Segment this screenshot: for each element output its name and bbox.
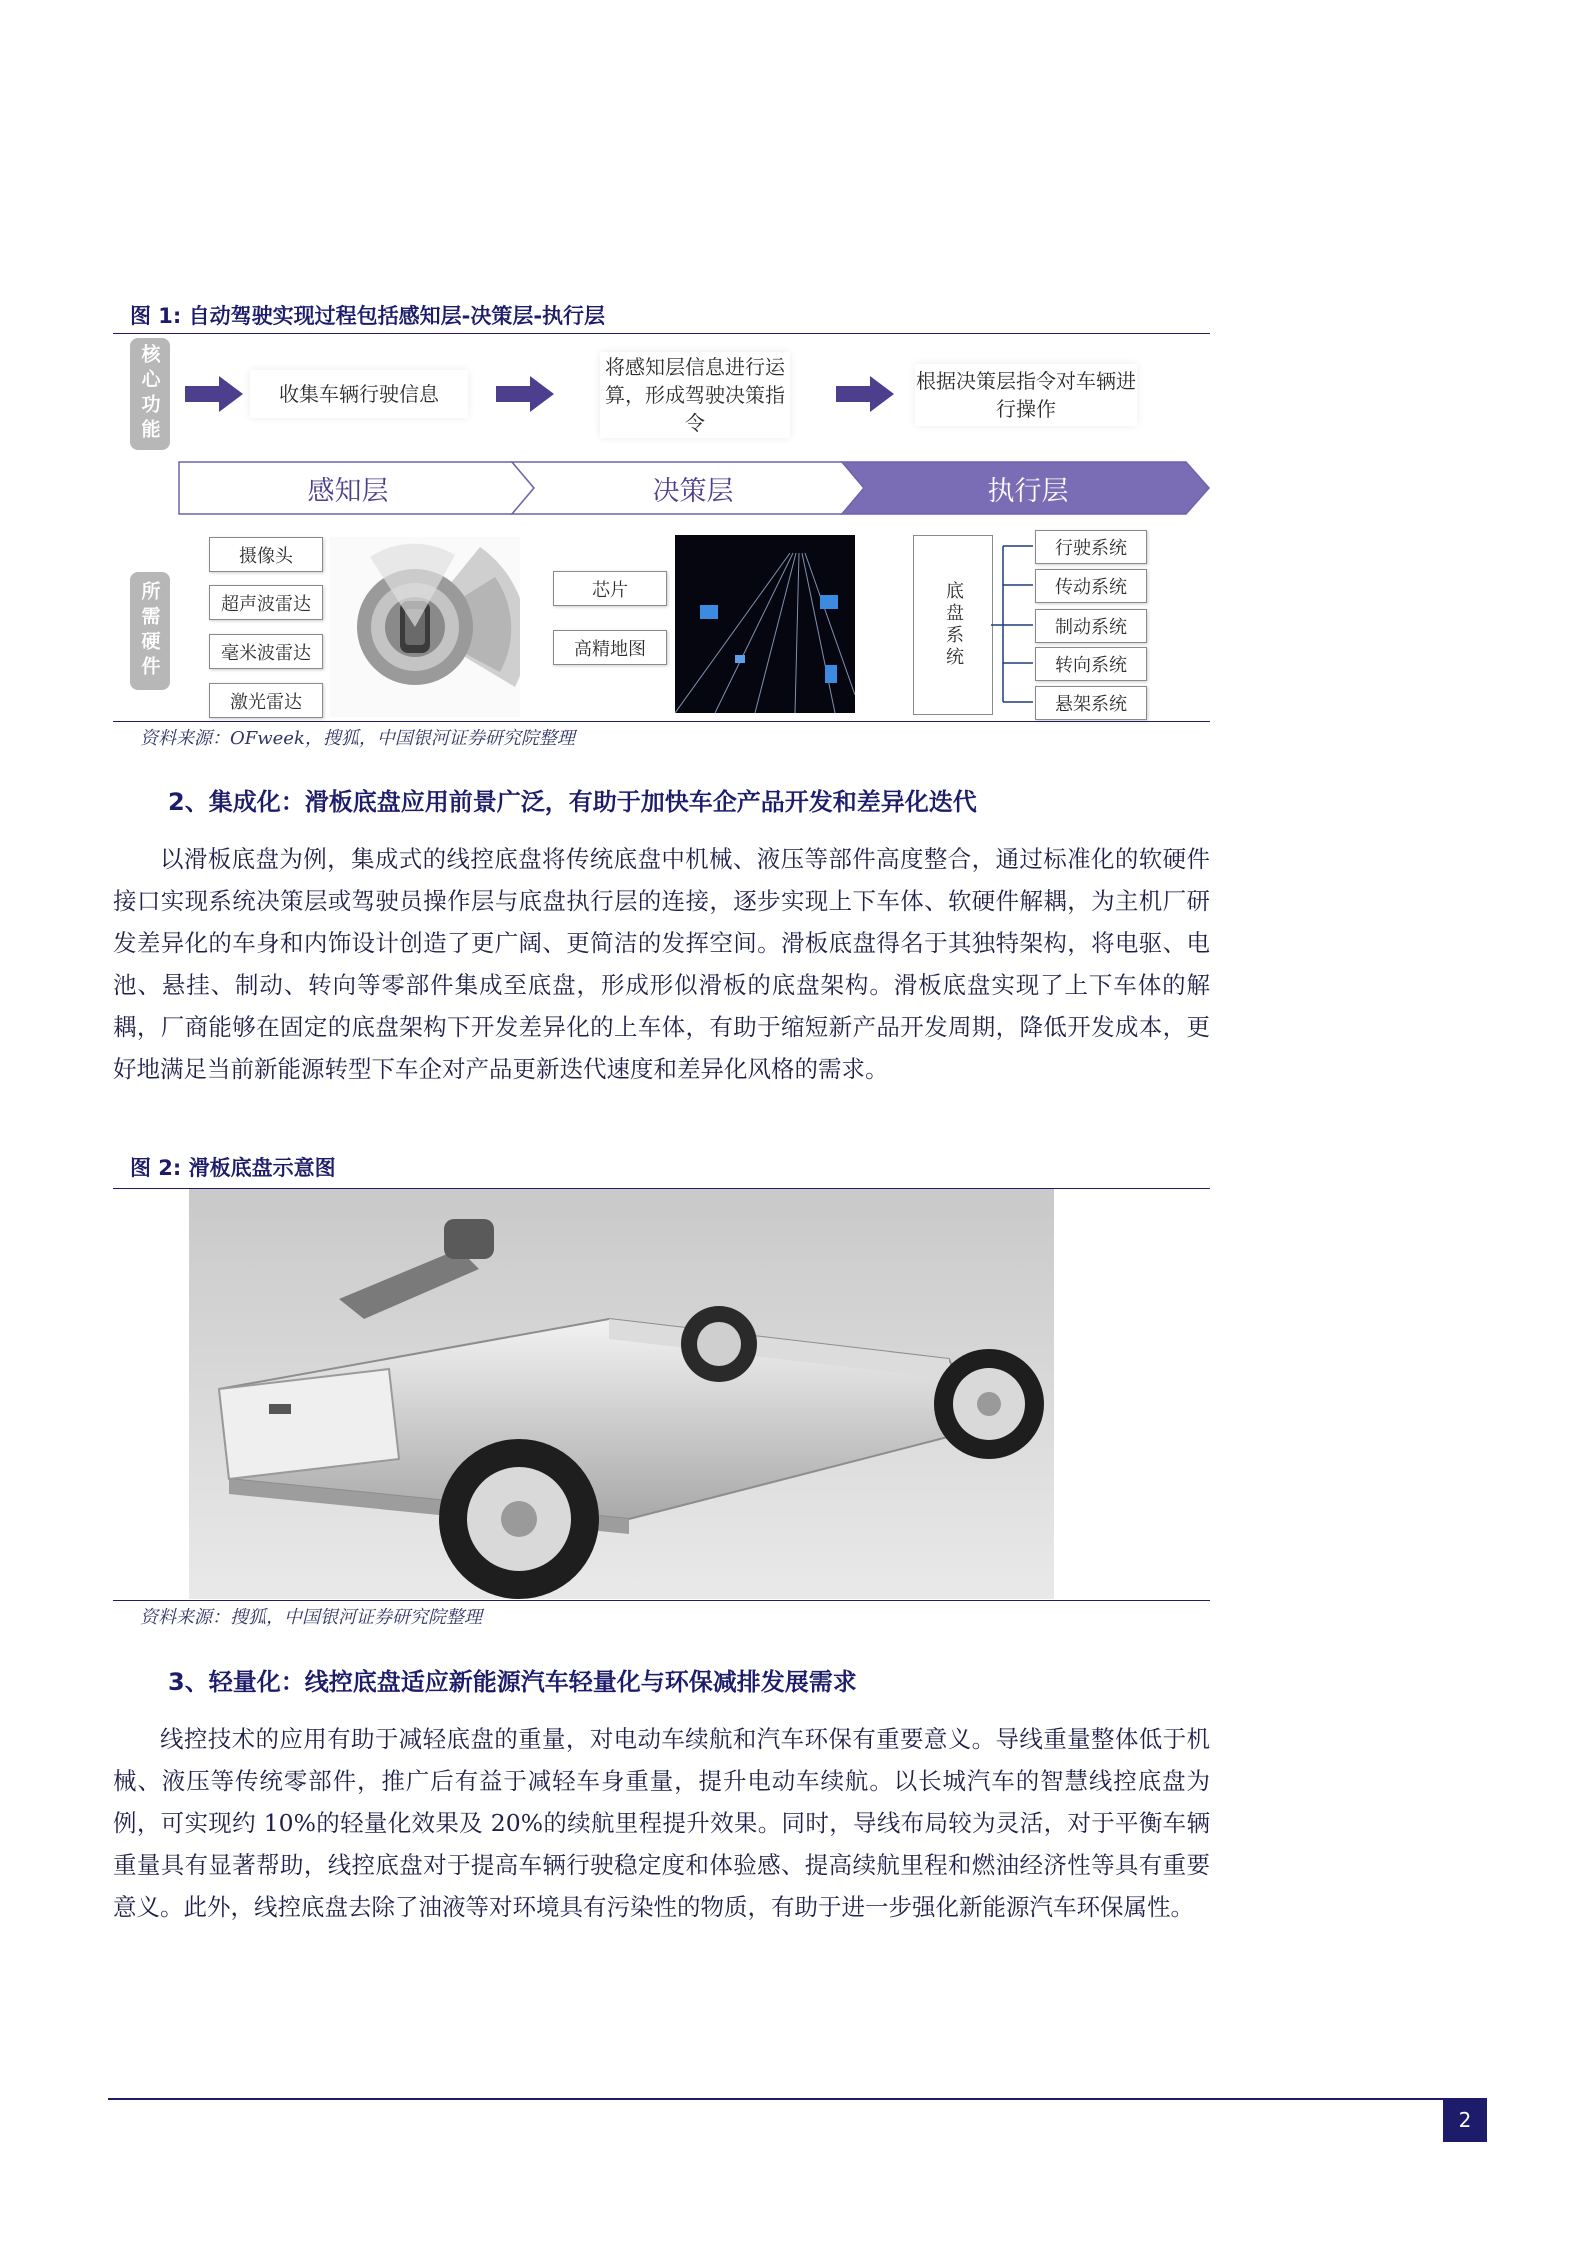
hw-suspension-system: 悬架系统 [1035,686,1147,720]
arrow-icon [185,376,243,416]
layer-banner [178,461,1210,515]
arrow-icon [496,376,554,416]
figure2-caption: 图 2: 滑板底盘示意图 [130,1156,336,1180]
core-compute: 将感知层信息进行运算，形成驾驶决策指令 [600,352,790,438]
hw-mmwave-radar: 毫米波雷达 [209,634,323,669]
figure1-top-rule [113,333,1210,334]
required-hardware-label: 所需硬件 [130,572,170,690]
core-collect: 收集车辆行驶信息 [250,370,468,418]
figure1-bottom-rule [113,721,1210,722]
hw-lidar: 激光雷达 [209,683,323,718]
layer-execution: 执行层 [987,475,1069,507]
arrow-icon [836,376,894,416]
hw-chip: 芯片 [553,571,667,606]
figure1-caption: 图 1: 自动驾驶实现过程包括感知层-决策层-执行层 [130,304,606,328]
core-function-label: 核心功能 [130,338,170,450]
skateboard-chassis-image [189,1189,1054,1603]
highway-image [675,535,855,717]
tree-connector [991,540,1036,714]
section3-title: 3、轻量化：线控底盘适应新能源汽车轻量化与环保减排发展需求 [168,1668,857,1696]
section3-paragraph: 线控技术的应用有助于减轻底盘的重量，对电动车续航和汽车环保有重要意义。导线重量整体低于机械、液压等传统零部件，推广后有益于减轻车身重量，提升电动车续航。以长城汽车的智慧线控底盘为例，可实现约 10%的轻量化效果及 20%的续航里程提升效果。同时，导线布局较为灵活，对于平衡车辆重量具有显著帮助，线控底盘对于提高车辆行驶稳定度和体验感、提高续航里程和燃油经济性等具有重要意义。此外，线控底盘去除了油液等对环境具有污染性的物质，有助于进一步强化新能源汽车环保属性。 [113,1725,1210,1921]
section2-title: 2、集成化：滑板底盘应用前景广泛，有助于加快车企产品开发和差异化迭代 [168,788,977,816]
hw-braking-system: 制动系统 [1035,609,1147,643]
layer-perception: 感知层 [307,475,389,507]
hw-chassis-system: 底盘系统 [913,535,993,715]
hw-steering-system: 转向系统 [1035,647,1147,681]
core-execute: 根据决策层指令对车辆进行操作 [915,364,1137,426]
figure2-bottom-rule [113,1600,1210,1601]
section2-body [113,838,1210,1090]
hw-driving-system: 行驶系统 [1035,530,1147,564]
hw-transmission-system: 传动系统 [1035,569,1147,603]
hw-ultrasonic-radar: 超声波雷达 [209,585,323,620]
figure1-source: 资料来源：OFweek，搜狐，中国银河证券研究院整理 [140,728,575,749]
section3-body [113,1718,1210,1928]
layer-decision: 决策层 [652,475,734,507]
hw-camera: 摄像头 [209,537,323,572]
section2-paragraph: 以滑板底盘为例，集成式的线控底盘将传统底盘中机械、液压等部件高度整合，通过标准化的软硬件接口实现系统决策层或驾驶员操作层与底盘执行层的连接，逐步实现上下车体、软硬件解耦，为主机厂研发差异化的车身和内饰设计创造了更广阔、更简洁的发挥空间。滑板底盘得名于其独特架构，将电驱、电池、悬挂、制动、转向等零部件集成至底盘，形成形似滑板的底盘架构。滑板底盘实现了上下车体的解耦，厂商能够在固定的底盘架构下开发差异化的上车体，有助于缩短新产品开发周期，降低开发成本，更好地满足当前新能源转型下车企对产品更新迭代速度和差异化风格的需求。 [113,845,1210,1083]
hw-hd-map: 高精地图 [553,630,667,665]
page-number: 2 [1443,2098,1487,2142]
footer-rule [108,2098,1448,2100]
figure2-source: 资料来源：搜狐，中国银河证券研究院整理 [140,1607,482,1628]
sensor-coverage-image [330,537,520,721]
